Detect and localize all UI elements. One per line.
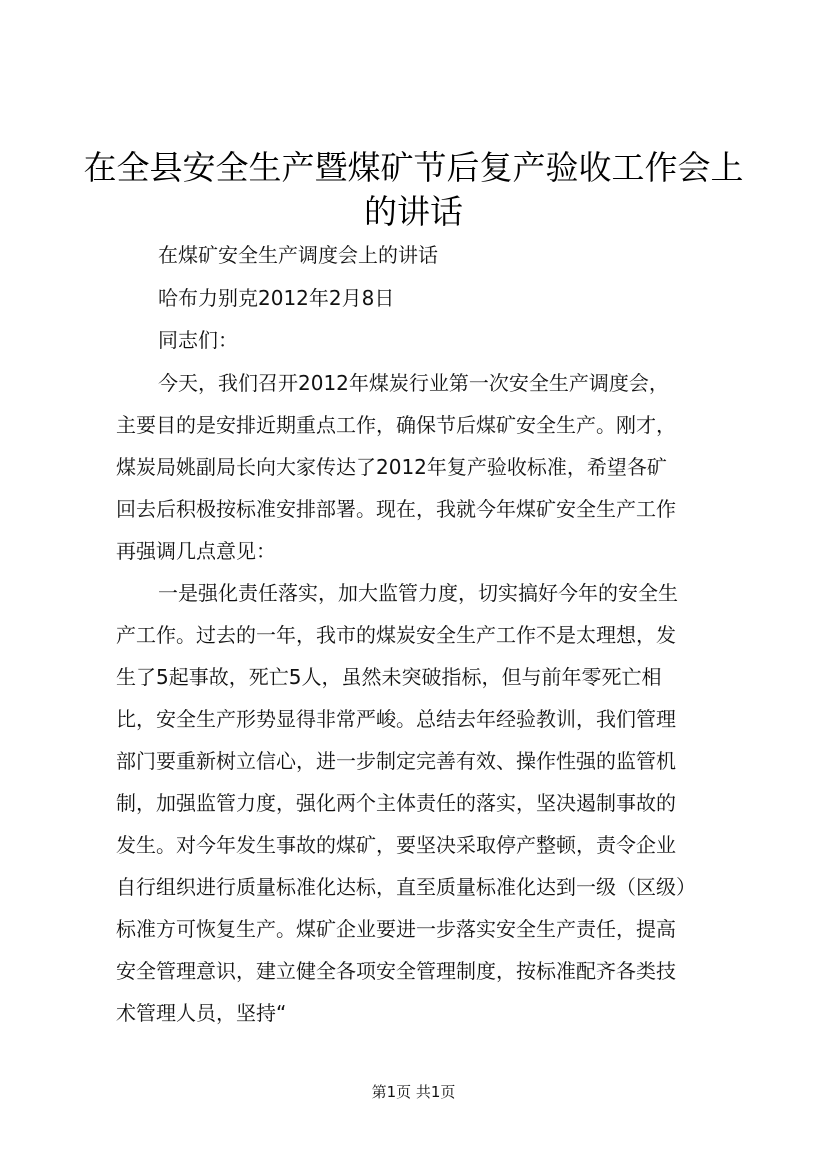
- document-subtitle: 在煤矿安全生产调度会上的讲话: [158, 243, 438, 267]
- document-byline: 哈布力别克2012年2月8日: [158, 286, 395, 310]
- paragraph-line: 产工作。过去的一年，我市的煤炭安全生产工作不是太理想，发: [116, 623, 676, 647]
- paragraph-line: 标准方可恢复生产。煤矿企业要进一步落实安全生产责任，提高: [116, 917, 676, 941]
- paragraph-line: 今天，我们召开2012年煤炭行业第一次安全生产调度会，: [158, 371, 669, 395]
- paragraph-line: 制，加强监管力度，强化两个主体责任的落实，坚决遏制事故的: [116, 791, 676, 815]
- paragraph-line: 生了5起事故，死亡5人，虽然未突破指标，但与前年零死亡相: [116, 665, 662, 689]
- document-title-line-1: 在全县安全生产暨煤矿节后复产验收工作会上: [83, 148, 744, 187]
- paragraph-line: 回去后积极按标准安排部署。现在，我就今年煤矿安全生产工作: [116, 497, 676, 521]
- paragraph-line: 发生。对今年发生事故的煤矿，要坚决采取停产整顿，责令企业: [116, 833, 676, 857]
- document-salutation: 同志们：: [158, 328, 238, 352]
- paragraph-line: 安全管理意识，建立健全各项安全管理制度，按标准配齐各类技: [116, 959, 676, 983]
- paragraph-line: 术管理人员，坚持“: [116, 1001, 287, 1025]
- paragraph-line: 部门要重新树立信心，进一步制定完善有效、操作性强的监管机: [116, 749, 676, 773]
- page-footer: 第1页 共1页: [371, 1083, 456, 1101]
- paragraph-line: 一是强化责任落实，加大监管力度，切实搞好今年的安全生: [158, 581, 678, 605]
- paragraph-line: 煤炭局姚副局长向大家传达了2012年复产验收标准，希望各矿: [116, 455, 667, 479]
- paragraph-line: 主要目的是安排近期重点工作，确保节后煤矿安全生产。刚才，: [116, 413, 676, 437]
- paragraph-line: 再强调几点意见：: [116, 539, 276, 563]
- paragraph-line: 自行组织进行质量标准化达标，直至质量标准化达到一级（区级）: [116, 875, 696, 899]
- paragraph-line: 比，安全生产形势显得非常严峻。总结去年经验教训，我们管理: [116, 707, 676, 731]
- document-title-line-2: 的讲话: [364, 192, 463, 231]
